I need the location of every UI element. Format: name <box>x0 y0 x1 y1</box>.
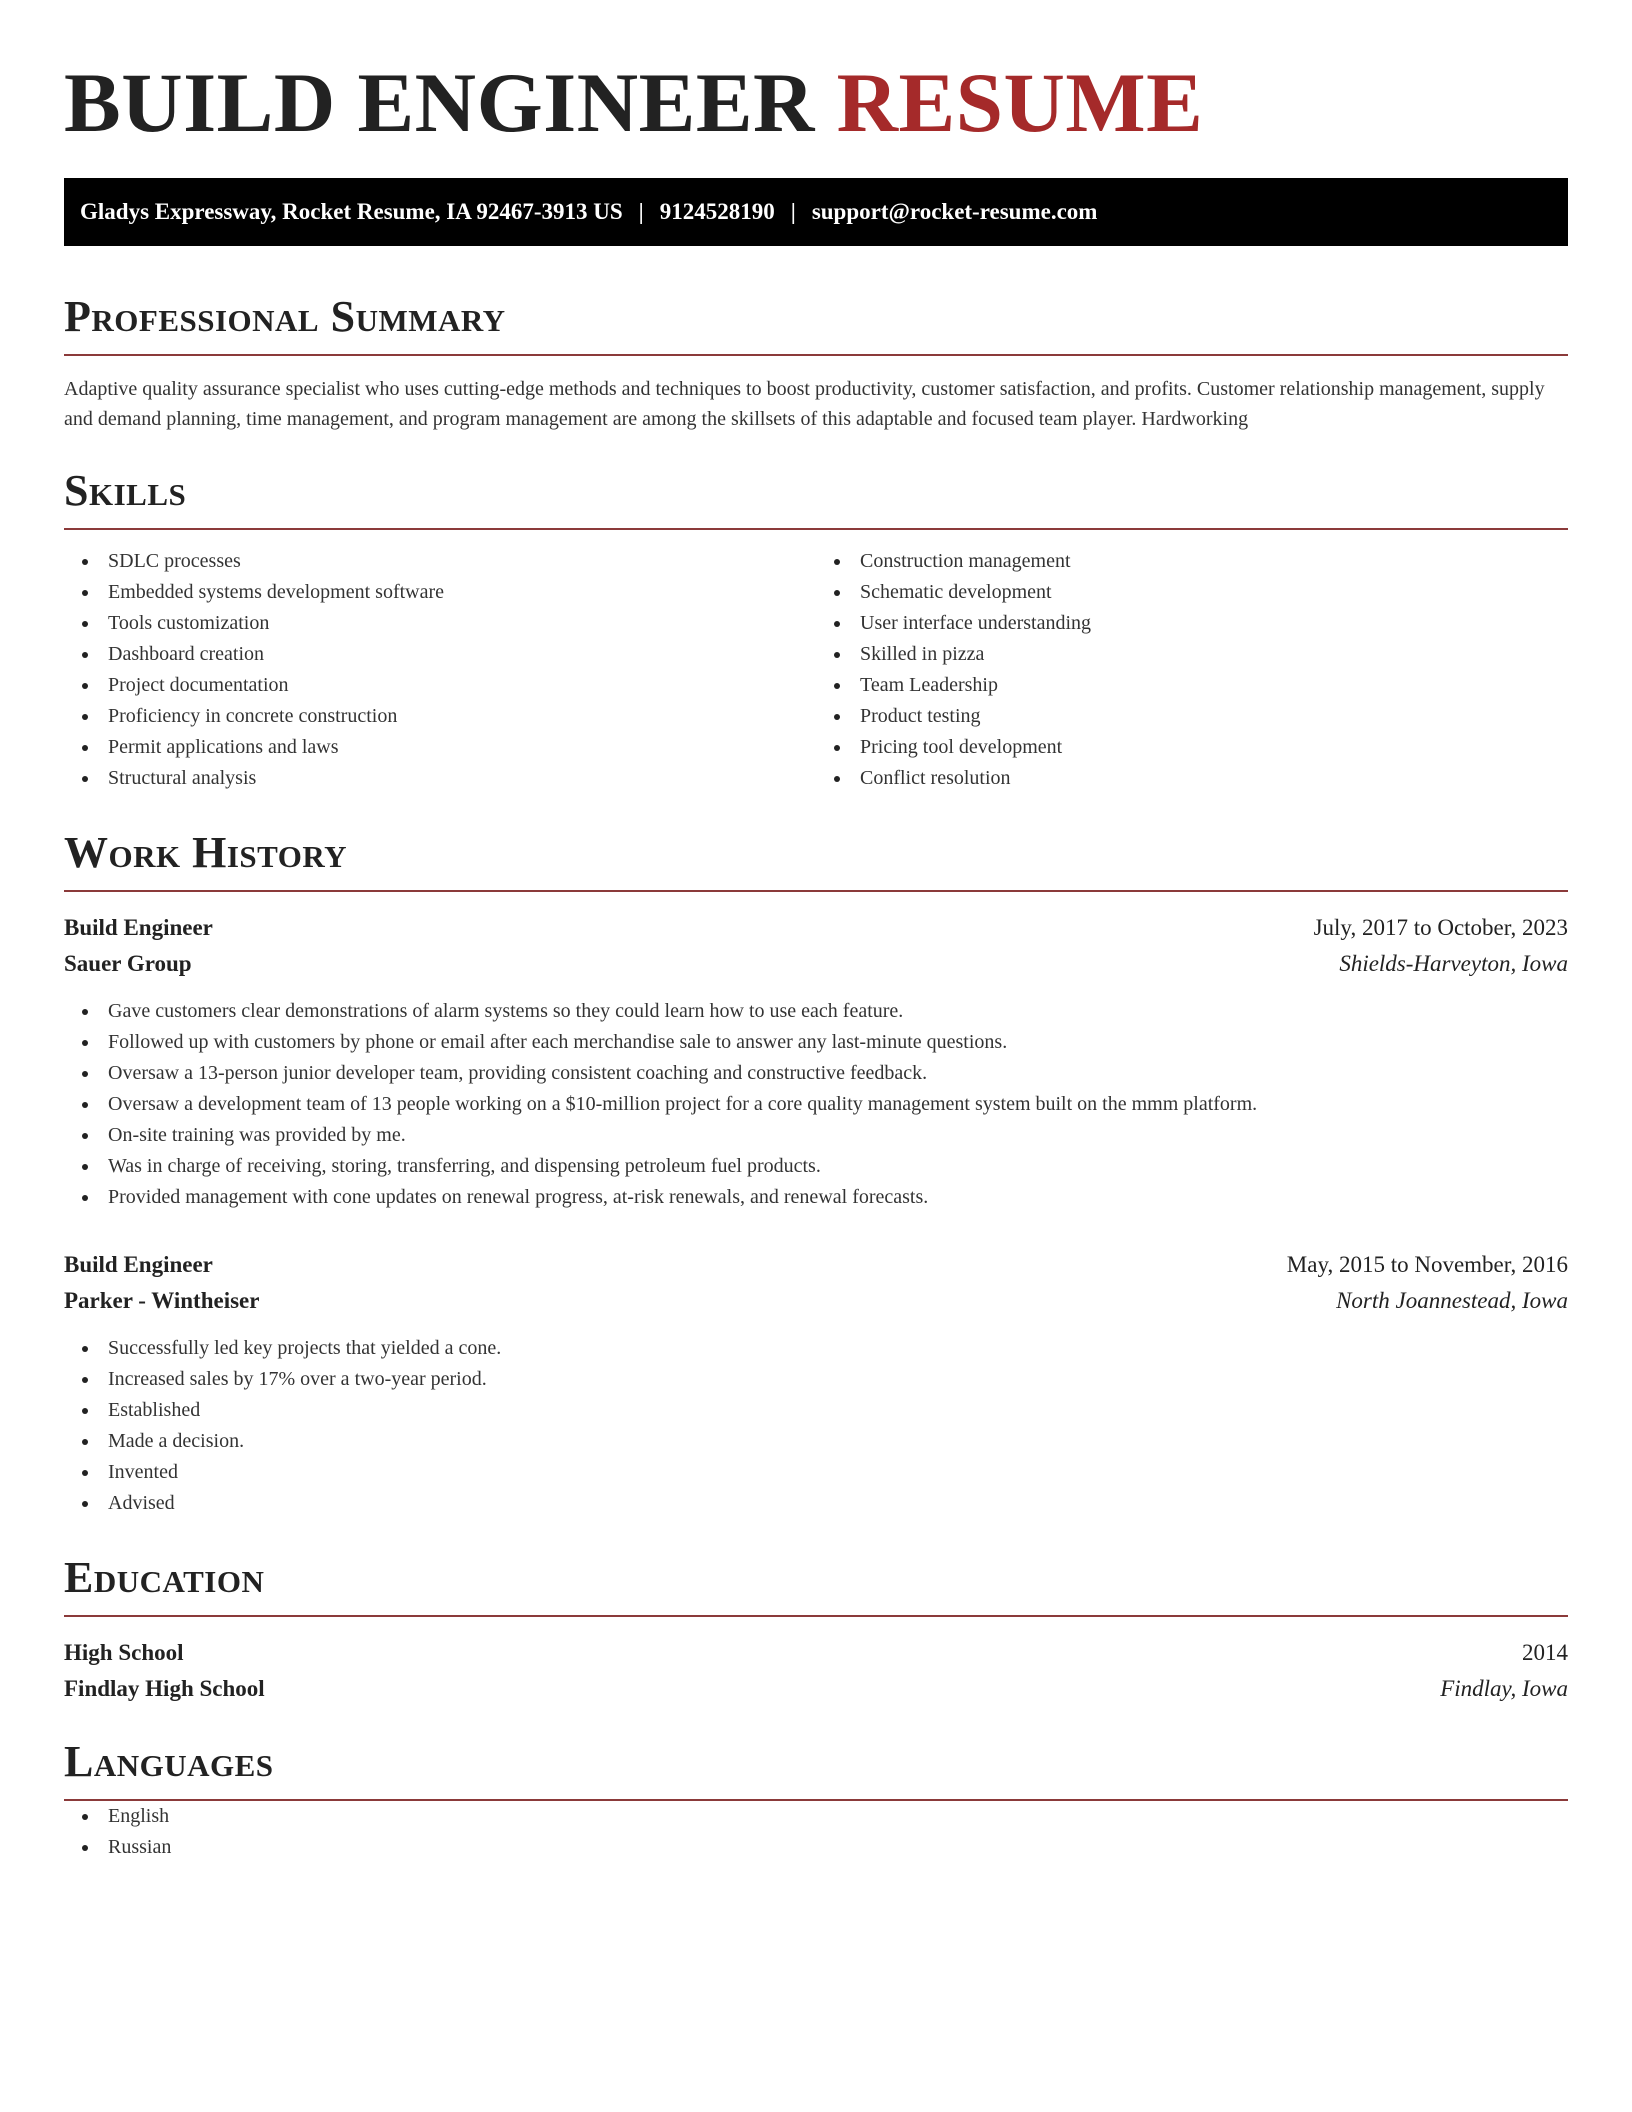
skill-item: Construction management <box>816 546 1568 577</box>
education-school-row <box>64 1671 1568 1707</box>
skill-item: Schematic development <box>816 577 1568 608</box>
skill-item: Tools customization <box>64 608 816 639</box>
contact-address: Gladys Expressway, Rocket Resume, IA 92467-3913 US <box>80 199 623 224</box>
job-title: Build Engineer <box>64 1252 213 1277</box>
education-year: 2014 <box>1522 1640 1568 1665</box>
title-accent: RESUME <box>836 56 1204 150</box>
language-item: Russian <box>64 1832 1568 1863</box>
job-title: Build Engineer <box>64 915 213 940</box>
skills-list-left <box>64 546 816 794</box>
contact-email: support@rocket-resume.com <box>811 199 1098 224</box>
job-duty: Oversaw a 13-person junior developer team, providing consistent coaching and constructive feedback. <box>64 1058 1568 1089</box>
job-duties-list <box>64 996 1568 1213</box>
education-entry <box>64 1635 1568 1707</box>
languages-heading: Languages <box>64 1737 274 1786</box>
summary-heading: Professional Summary <box>64 292 506 341</box>
job-duty: On-site training was provided by me. <box>64 1120 1568 1151</box>
job-duty: Successfully led key projects that yielded a cone. <box>64 1333 1568 1364</box>
section-divider <box>64 890 1568 892</box>
skill-item: Proficiency in concrete construction <box>64 701 816 732</box>
skill-item: SDLC processes <box>64 546 816 577</box>
skills-grid <box>64 546 1568 794</box>
job-header-row <box>64 1247 1568 1283</box>
job-duty: Made a decision. <box>64 1426 1568 1457</box>
skill-item: Team Leadership <box>816 670 1568 701</box>
section-divider <box>64 528 1568 530</box>
job-duty: Advised <box>64 1488 1568 1519</box>
skill-item: Skilled in pizza <box>816 639 1568 670</box>
job-entry <box>64 1247 1568 1519</box>
job-duty: Gave customers clear demonstrations of alarm systems so they could learn how to use each feature. <box>64 996 1568 1027</box>
skills-list-right <box>816 546 1568 794</box>
job-header-row <box>64 910 1568 946</box>
job-duty: Increased sales by 17% over a two-year period. <box>64 1364 1568 1395</box>
job-duties-list <box>64 1333 1568 1519</box>
education-section <box>64 1553 1568 1707</box>
skill-item: User interface understanding <box>816 608 1568 639</box>
education-heading: Education <box>64 1553 265 1602</box>
job-duty: Established <box>64 1395 1568 1426</box>
skill-item: Project documentation <box>64 670 816 701</box>
skills-section <box>64 466 1568 794</box>
job-duty: Followed up with customers by phone or email after each merchandise sale to answer any last-minute questions. <box>64 1027 1568 1058</box>
job-location: Shields-Harveyton, Iowa <box>1339 951 1568 976</box>
summary-section <box>64 292 1568 434</box>
summary-text: Adaptive quality assurance specialist who uses cutting-edge methods and techniques to boost productivity, customer satisfaction, and profits. Customer relationship management, supply and demand planning, time management, and program management are among the skillsets of this adaptable and focused team player. Hardworking <box>64 378 1545 430</box>
education-school: Findlay High School <box>64 1676 265 1701</box>
job-duty: Invented <box>64 1457 1568 1488</box>
education-header-row <box>64 1635 1568 1671</box>
skill-item: Structural analysis <box>64 763 816 794</box>
section-divider <box>64 1615 1568 1617</box>
work-history-section <box>64 828 1568 1519</box>
education-location: Findlay, Iowa <box>1440 1676 1568 1701</box>
contact-separator: | <box>790 199 796 224</box>
contact-bar <box>64 178 1568 246</box>
skill-item: Embedded systems development software <box>64 577 816 608</box>
skill-item: Product testing <box>816 701 1568 732</box>
job-company: Sauer Group <box>64 951 192 976</box>
contact-phone: 9124528190 <box>659 199 775 224</box>
skill-item: Pricing tool development <box>816 732 1568 763</box>
job-entry <box>64 910 1568 1213</box>
skill-item: Conflict resolution <box>816 763 1568 794</box>
contact-separator: | <box>638 199 644 224</box>
languages-section <box>64 1737 1568 1863</box>
language-item: English <box>64 1801 1568 1832</box>
job-company-row <box>64 1283 1568 1319</box>
skill-item: Dashboard creation <box>64 639 816 670</box>
skill-item: Permit applications and laws <box>64 732 816 763</box>
work-history-heading: Work History <box>64 828 348 877</box>
job-company-row <box>64 946 1568 982</box>
skills-heading: Skills <box>64 466 187 515</box>
section-divider <box>64 354 1568 356</box>
title-main: BUILD ENGINEER <box>64 56 815 150</box>
job-location: North Joannestead, Iowa <box>1336 1288 1568 1313</box>
job-dates: May, 2015 to November, 2016 <box>1286 1252 1568 1277</box>
job-dates: July, 2017 to October, 2023 <box>1313 915 1568 940</box>
languages-list <box>64 1801 1568 1863</box>
resume-title <box>64 0 1568 150</box>
job-duty: Oversaw a development team of 13 people working on a $10-million project for a core quality management system built on the mmm platform. <box>64 1089 1568 1120</box>
education-degree: High School <box>64 1640 184 1665</box>
job-duty: Provided management with cone updates on renewal progress, at-risk renewals, and renewal forecasts. <box>64 1182 1568 1213</box>
job-duty: Was in charge of receiving, storing, transferring, and dispensing petroleum fuel products. <box>64 1151 1568 1182</box>
job-company: Parker - Wintheiser <box>64 1288 260 1313</box>
